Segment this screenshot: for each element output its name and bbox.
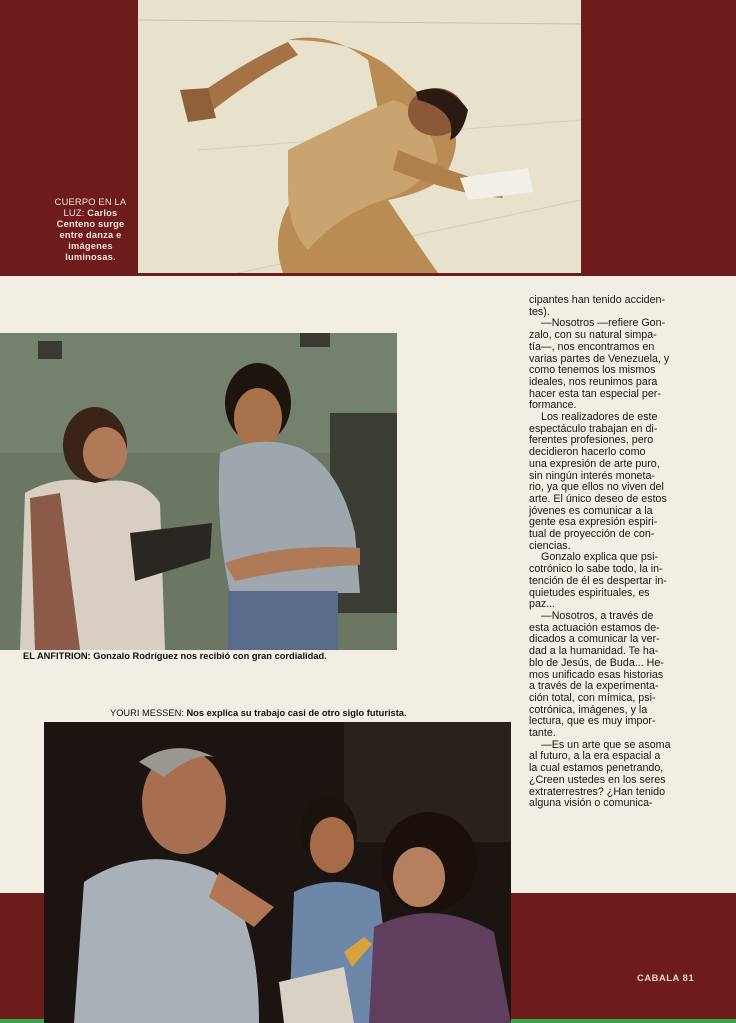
- article-line: tía—, nos encontramos en: [529, 340, 655, 353]
- article-line: cotrónica, imágenes, y la: [529, 703, 648, 716]
- article-line: quietudes espirituales, es: [529, 586, 650, 599]
- host-caption-lead: EL ANFITRION:: [23, 651, 91, 661]
- article-line: dad a la humanidad. Te ha-: [529, 645, 659, 658]
- article-line: tes).: [529, 305, 550, 318]
- host-caption: [23, 651, 327, 661]
- article-line: ciencias.: [529, 539, 571, 552]
- article-line: una expresión de arte puro,: [529, 457, 660, 470]
- article-line: espectáculo trabajan en di-: [529, 422, 658, 435]
- article-line: extraterrestres? ¿Han tenido: [529, 785, 666, 798]
- article-line: sin ningún interés moneta-: [529, 469, 655, 482]
- article-line: cotrónico lo sabe todo, la in-: [529, 563, 663, 576]
- messen-photo: [44, 722, 511, 1023]
- article-line: tención de él es despertar in-: [529, 574, 667, 587]
- article-line: Gonzalo explica que psi-: [541, 551, 659, 564]
- article-line: formance.: [529, 399, 577, 412]
- article-line: a través de la experimenta-: [529, 680, 659, 693]
- article-line: —Nosotros, a través de: [541, 609, 654, 622]
- article-line: Los realizadores de este: [541, 411, 658, 424]
- article-line: decidieron hacerlo como: [529, 446, 646, 459]
- article-line: esta actuación estamos de-: [529, 621, 660, 634]
- article-line: lectura, que es muy impor-: [529, 715, 656, 728]
- article-line: zalo, con su natural simpa-: [529, 329, 657, 342]
- messen-caption: [110, 708, 407, 718]
- article-line: ¿Creen ustedes en los seres: [529, 773, 666, 786]
- article-line: ferentes profesiones, pero: [529, 434, 654, 447]
- page-footer: CABALA 81: [637, 973, 695, 983]
- article-line: alguna visión o comunica-: [529, 797, 653, 810]
- article-line: gente esa expresión espiri-: [529, 516, 658, 529]
- article-line: tante.: [529, 727, 556, 740]
- article-line: ideales, nos reunimos para: [529, 375, 658, 388]
- host-photo: [0, 333, 397, 650]
- dancer-caption: [48, 197, 133, 263]
- article-line: hacer esta tan especial per-: [529, 387, 661, 400]
- article-line: rio, ya que ellos no viven del: [529, 481, 664, 494]
- article-line: —Es un arte que se asoma: [541, 738, 671, 751]
- host-caption-text: Gonzalo Rodríguez nos recibió con gran cordialidad.: [93, 651, 327, 661]
- article-line: mos unificado esas historias: [529, 668, 664, 681]
- dancer-caption-lead: CUERPO EN LA LUZ:: [54, 197, 127, 218]
- dancer-caption-text: Carlos Centeno surge entre danza e imágenes luminosas.: [56, 208, 125, 262]
- article-column: [529, 295, 692, 810]
- dancer-photo: [138, 0, 581, 273]
- messen-caption-lead: YOURI MESSEN:: [110, 708, 184, 718]
- article-line: varias partes de Venezuela, y: [529, 352, 670, 365]
- messen-caption-text: Nos explica su trabajo casi de otro siglo futurista.: [186, 708, 407, 718]
- article-line: al futuro, a la era espacial a: [529, 750, 661, 763]
- article-line: cipantes han tenido acciden-: [529, 294, 666, 306]
- article-line: paz...: [529, 598, 556, 611]
- article-line: como tenemos los mismos: [529, 364, 656, 377]
- article-line: —Nosotros —refiere Gon-: [541, 317, 666, 330]
- article-line: dicados a comunicar la ver-: [529, 633, 660, 646]
- article-line: blo de Jesús, de Buda... He-: [529, 656, 664, 669]
- article-line: ción total, con mímica, psi-: [529, 691, 656, 704]
- article-line: arte. El único deseo de estos: [529, 492, 667, 505]
- article-line: la cual estamos penetrando,: [529, 762, 664, 775]
- article-line: jóvenes es comunicar a la: [529, 504, 653, 517]
- article-line: tual de proyección de con-: [529, 528, 655, 541]
